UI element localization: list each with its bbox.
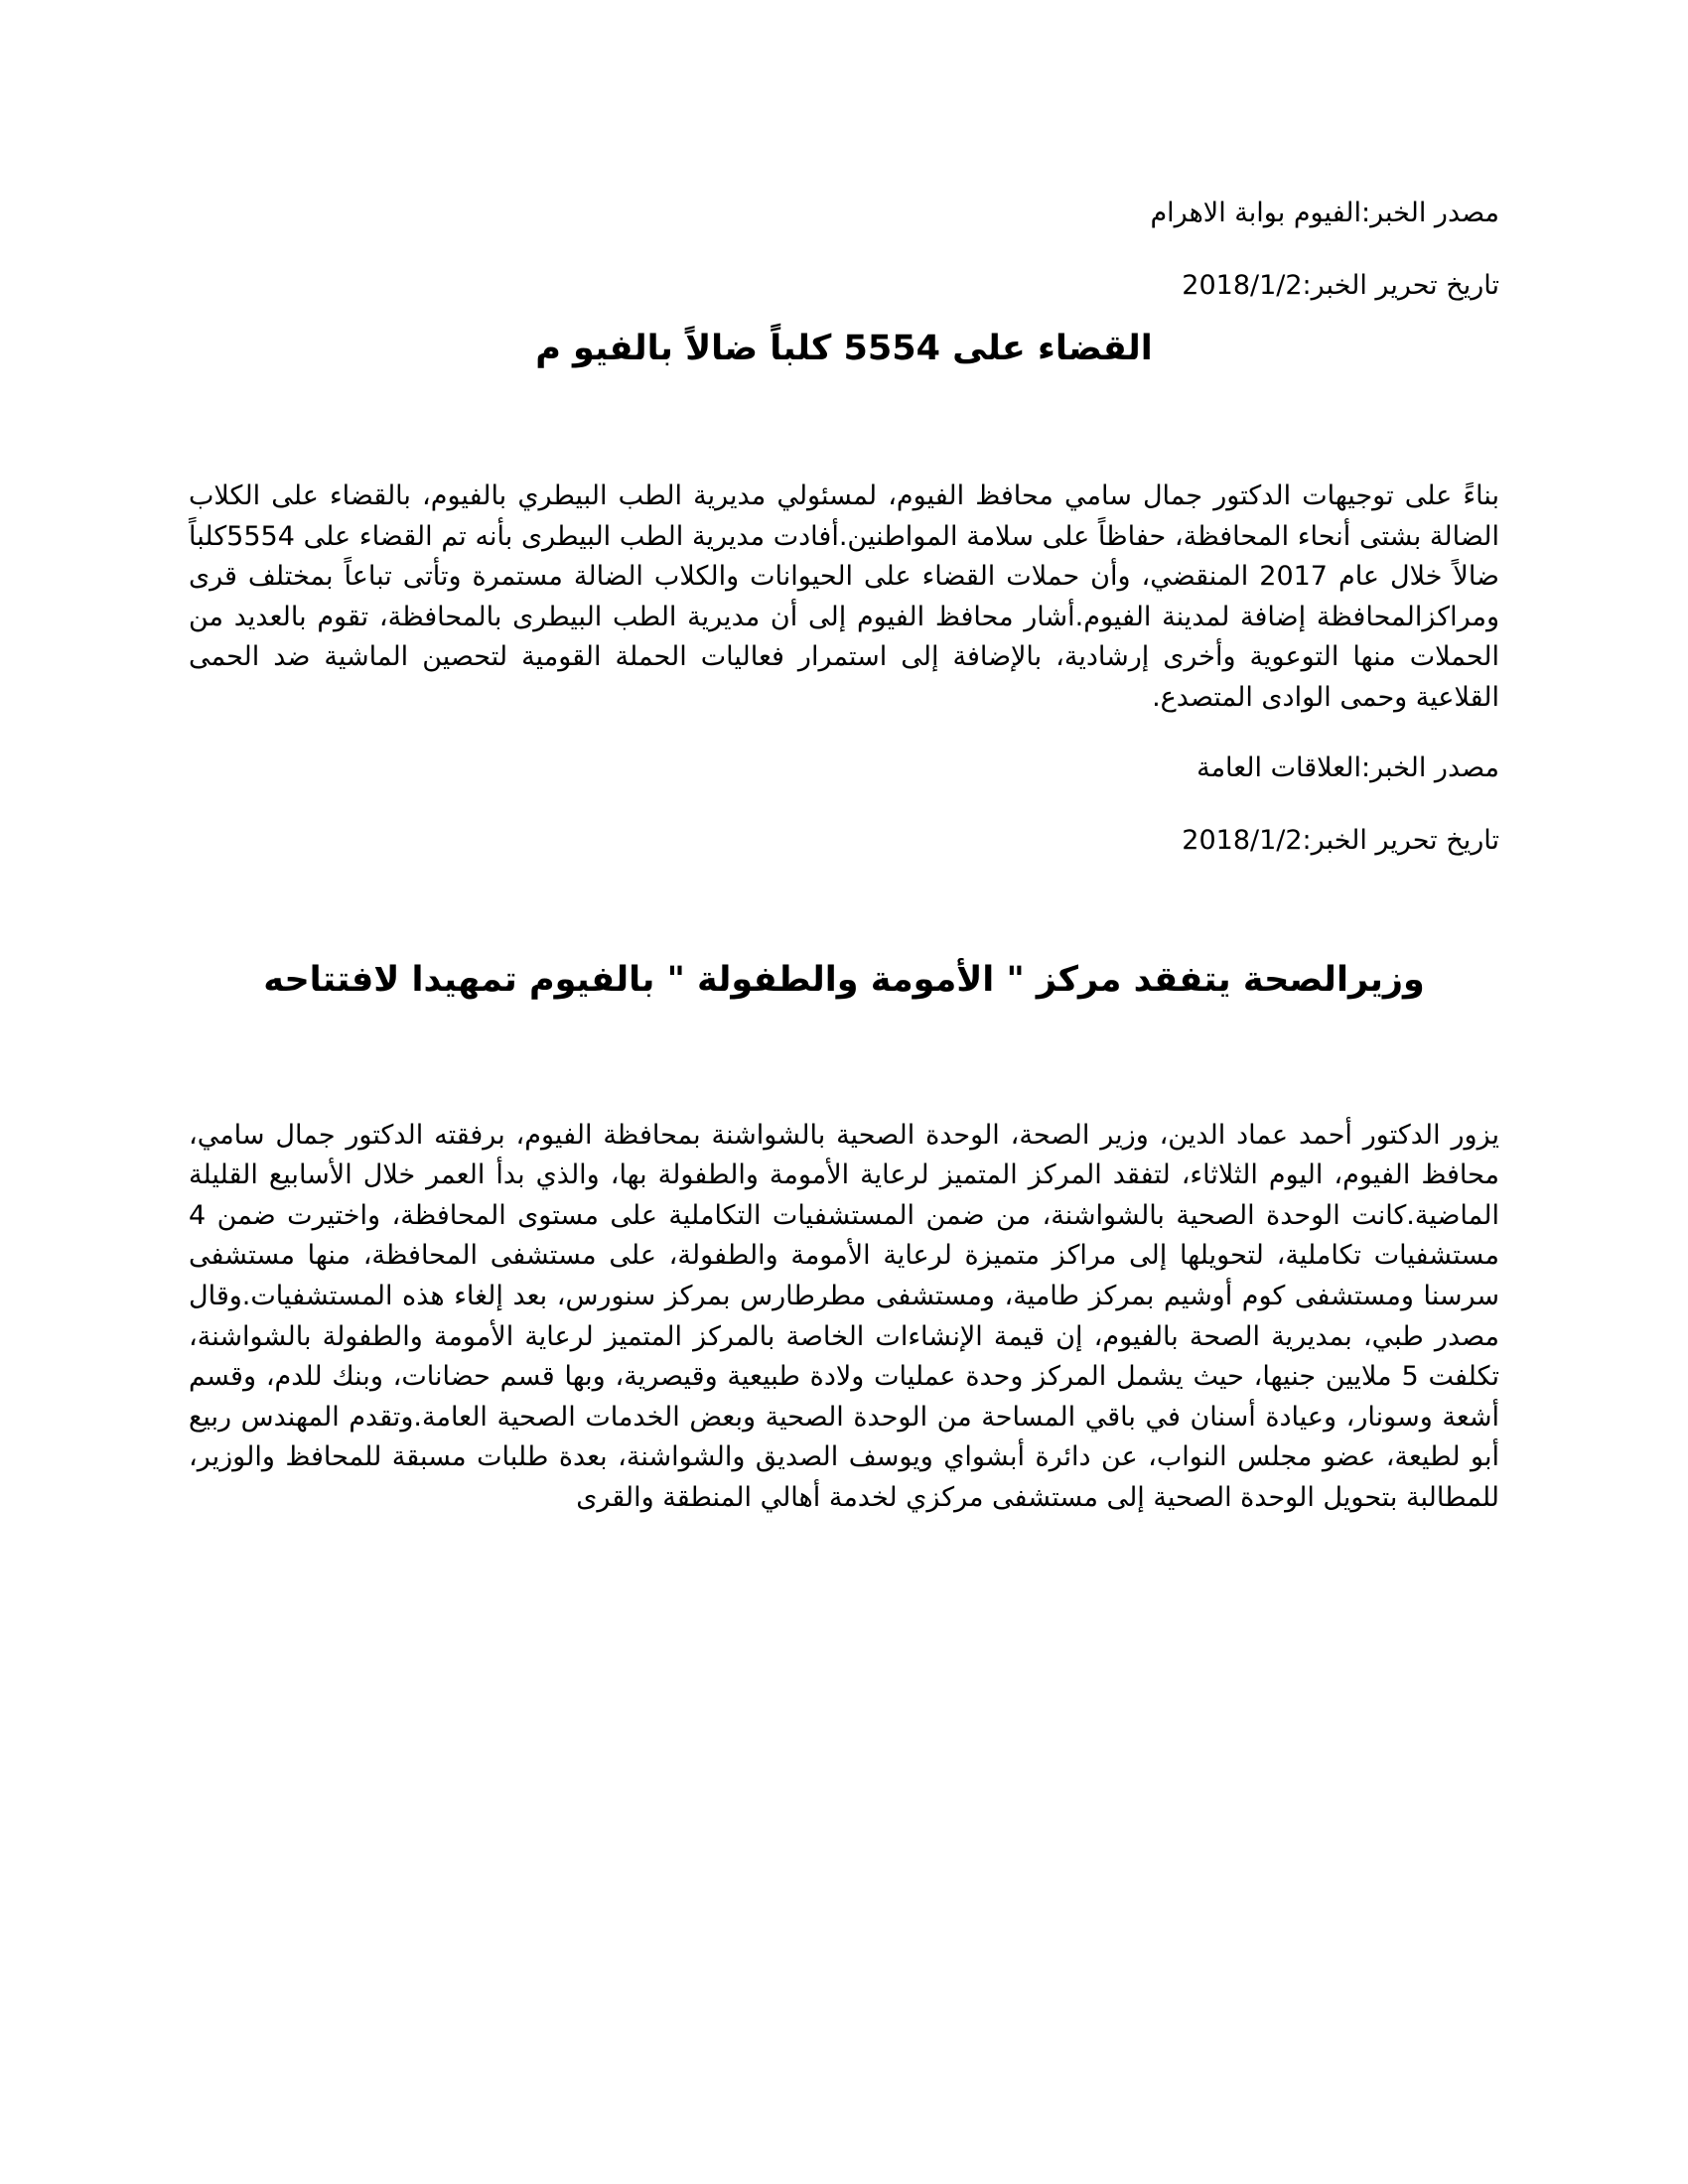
article-1-title: القضاء على 5554 كلباً ضالاً بالفيو م xyxy=(535,329,1153,368)
article-2-date-line: تاريخ تحرير الخبر:2018/1/2 xyxy=(1182,824,1499,856)
document-content xyxy=(189,194,1499,1519)
article-1-date-line: تاريخ تحرير الخبر:2018/1/2 xyxy=(1182,270,1499,301)
article-2-source-line: مصدر الخبر:العلاقات العامة xyxy=(1196,751,1499,783)
article-2-title: وزيرالصحة يتفقد مركز " الأمومة والطفولة " بالفيوم تمهيدا لافتتاحه xyxy=(263,959,1425,1000)
article-2-body: يزور الدكتور أحمد عماد الدين، وزير الصحة، الوحدة الصحية بالشواشنة بمحافظة الفيوم، برفقته الدكتور جمال سامي، محافظ الفيوم، اليوم الثلاثاء، لتفقد المركز المتميز لرعاية الأمومة والطفولة بها، والذي بدأ العمر خلال الأسابيع القليلة الماضية.كانت الوحدة الصحية بالشواشنة، من ضمن المستشفيات التكاملية على مستوى المحافظة، واختيرت ضمن 4 مستشفيات تكاملية، لتحويلها إلى مراكز متميزة لرعاية الأمومة والطفولة، على مستشفى المحافظة، منها مستشفى سرسنا ومستشفى كوم أوشيم بمركز طامية، ومستشفى مطرطارس بمركز سنورس، بعد إلغاء هذه المستشفيات.وقال مصدر طبي، بمديرية الصحة بالفيوم، إن قيمة الإنشاءات الخاصة بالمركز المتميز لرعاية الأمومة والطفولة بالشواشنة، تكلفت 5 ملايين جنيها، حيث يشمل المركز وحدة عمليات ولادة طبيعية وقيصرية، وبها قسم حضانات، وبنك للدم، وقسم أشعة وسونار، وعيادة أسنان في باقي المساحة من الوحدة الصحية وبعض الخدمات الصحية العامة.وتقدم المهندس ربيع أبو لطيعة، عضو مجلس النواب، عن دائرة أبشواي ويوسف الصديق والشواشنة، بعدة طلبات مسبقة للمحافظ والوزير، للمطالبة بتحويل الوحدة الصحية إلى مستشفى مركزي لخدمة أهالي المنطقة والقرى xyxy=(189,1119,1499,1513)
article-1-source-line: مصدر الخبر:الفيوم بوابة الاهرام xyxy=(1150,198,1499,228)
article-1-body: بناءً على توجيهات الدكتور جمال سامي محافظ الفيوم، لمسئولي مديرية الطب البيطري بالفيوم، بالقضاء على الكلاب الضالة بشتى أنحاء المحافظة، حفاظاً على سلامة المواطنين.أفادت مديرية الطب البيطرى بأنه تم القضاء على 5554كلباً ضالاً خلال عام 2017 المنقضي، وأن حملات القضاء على الحيوانات والكلاب الضالة مستمرة وتأتى تباعاً بمختلف قرى ومراكزالمحافظة إضافة لمدينة الفيوم.أشار محافظ الفيوم إلى أن مديرية الطب البيطرى بالمحافظة، تقوم بالعديد من الحملات منها التوعوية وأخرى إرشادية، بالإضافة إلى استمرار فعاليات الحملة القومية لتحصين الماشية ضد الحمى القلاعية وحمى الوادى المتصدع. xyxy=(189,480,1499,713)
